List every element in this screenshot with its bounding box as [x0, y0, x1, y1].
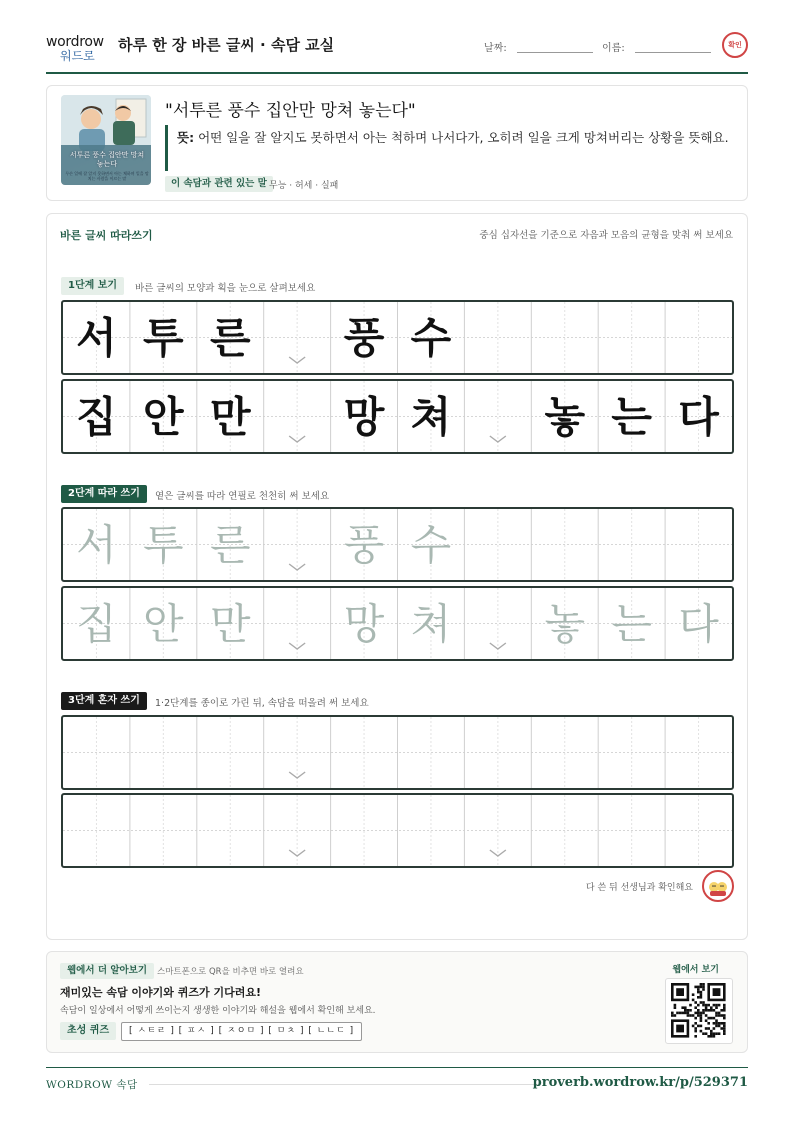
practice-character: 투: [143, 313, 184, 363]
step3-line1-box[interactable]: [61, 715, 734, 790]
qr-module: [713, 1009, 716, 1012]
practice-character: 른: [209, 520, 251, 570]
web-hint: 스마트폰으로 QR을 비추면 바로 열려요: [157, 967, 304, 977]
qr-module: [697, 1012, 700, 1015]
qr-module: [707, 1017, 710, 1020]
illustration-caption: 서투른 풍수 집안만 망쳐 놓는다: [69, 151, 145, 168]
qr-module: [713, 1035, 716, 1038]
qr-module: [718, 1025, 721, 1028]
qr-module: [694, 1030, 697, 1033]
qr-module: [700, 1019, 703, 1022]
qr-module: [702, 1009, 705, 1012]
qr-module: [718, 1012, 721, 1015]
proverb-illustration: [61, 95, 151, 185]
practice-character: 다: [678, 392, 719, 442]
qr-module: [689, 1014, 692, 1017]
web-label: 웹에서 더 알아보기: [60, 963, 154, 979]
good-job-stamp: [702, 870, 734, 902]
web-description: 속담이 일상에서 어떻게 쓰이는지 생생한 이야기와 해설을 웹에서 확인해 보세요.: [60, 1006, 376, 1016]
web-section: [46, 951, 748, 1053]
qr-module: [715, 1022, 718, 1025]
footer-url[interactable]: proverb.wordrow.kr/p/529371: [532, 1075, 748, 1090]
qr-module: [700, 1012, 703, 1015]
writing-grid: [63, 381, 732, 452]
qr-module: [694, 1027, 697, 1030]
qr-module: [700, 993, 703, 996]
practice-title: 바른 글씨 따라쓰기: [60, 229, 153, 242]
web-headline: 재미있는 속담 이야기와 퀴즈가 기다려요!: [60, 986, 261, 999]
qr-module: [697, 1009, 700, 1012]
qr-module: [723, 1022, 726, 1025]
qr-module: [705, 1006, 708, 1009]
qr-module: [718, 1022, 721, 1025]
practice-character: 서: [76, 520, 117, 570]
writing-grid: [63, 588, 732, 659]
qr-module: [689, 1004, 692, 1007]
step3-desc: 1·2단계를 종이로 가린 뒤, 속담을 떠올려 써 보세요: [155, 698, 369, 709]
illustration-subcaption: 무슨 일에 잘 알지 못하면서 아는 체하며 일을 망치는 사람을 이르는 말: [65, 171, 149, 181]
practice-character: 수: [410, 313, 452, 363]
qr-module: [723, 1027, 726, 1030]
qr-module: [705, 1027, 708, 1030]
qr-module: [687, 1012, 690, 1015]
qr-module: [700, 1001, 703, 1004]
qr-module: [692, 1025, 695, 1028]
qr-code-icon: [666, 979, 732, 1043]
qr-module: [700, 1030, 703, 1033]
qr-module: [694, 986, 697, 989]
qr-module: [702, 988, 705, 991]
qr-module: [702, 1004, 705, 1007]
qr-module: [700, 996, 703, 999]
practice-section: [46, 213, 748, 940]
qr-module: [705, 1004, 708, 1007]
qr-module: [694, 1006, 697, 1009]
practice-character: 망: [343, 392, 385, 442]
qr-module: [707, 1004, 710, 1007]
quiz-label: 초성 퀴즈: [60, 1022, 116, 1040]
practice-character: 안: [143, 392, 184, 442]
practice-character: 집: [76, 392, 117, 442]
practice-character: 놓: [544, 599, 586, 649]
qr-module: [707, 1027, 710, 1030]
qr-module: [723, 1014, 726, 1017]
practice-character: 른: [209, 313, 251, 363]
qr-module: [723, 1006, 726, 1009]
practice-character: 망: [343, 599, 385, 649]
step2-desc: 옅은 글씨를 따라 연필로 천천히 써 보세요: [155, 491, 330, 502]
qr-module: [710, 1017, 713, 1020]
practice-character: 만: [209, 392, 251, 442]
qr-module: [723, 1004, 726, 1007]
logo-subtext: 워드로: [60, 49, 95, 63]
qr-module: [705, 1014, 708, 1017]
qr-module: [694, 1001, 697, 1004]
qr-module: [723, 1017, 726, 1020]
qr-module: [713, 1027, 716, 1030]
qr-module: [710, 1006, 713, 1009]
name-line: [635, 43, 711, 53]
qr-module: [674, 1014, 677, 1017]
qr-module: [705, 1019, 708, 1022]
qr-module: [697, 1025, 700, 1028]
qr-module: [681, 1006, 684, 1009]
writing-grid: [63, 509, 732, 580]
qr-module: [694, 1012, 697, 1015]
name-label: 이름:: [602, 43, 625, 54]
qr-module: [723, 1030, 726, 1033]
qr-code[interactable]: [665, 978, 733, 1044]
qr-module: [681, 1012, 684, 1015]
qr-module: [692, 1014, 695, 1017]
qr-module: [707, 1022, 710, 1025]
practice-character: 만: [209, 599, 251, 649]
writing-grid: [63, 795, 732, 866]
qr-module: [694, 1017, 697, 1020]
qr-module: [674, 1006, 677, 1009]
step1-label: 1단계 보기: [61, 277, 124, 295]
qr-module: [692, 999, 695, 1002]
qr-module: [700, 983, 703, 986]
qr-module: [705, 1032, 708, 1035]
qr-module: [715, 1006, 718, 1009]
qr-module: [707, 1035, 710, 1038]
qr-module: [713, 1022, 716, 1025]
practice-character: 쳐: [410, 392, 452, 442]
qr-module: [713, 1004, 716, 1007]
qr-module: [715, 1019, 718, 1022]
qr-module: [718, 1004, 721, 1007]
qr-module: [710, 1032, 713, 1035]
logo-text: wordrow: [46, 34, 104, 50]
qr-title: 웹에서 보기: [672, 965, 719, 975]
qr-module: [715, 1004, 718, 1007]
qr-module: [718, 1032, 721, 1035]
related-words: 무능 · 허세 · 실패: [269, 181, 339, 191]
qr-module: [700, 991, 703, 994]
practice-character: 수: [410, 520, 452, 570]
practice-description: 중심 십자선을 기준으로 자음과 모음의 균형을 맞춰 써 보세요: [479, 230, 733, 241]
qr-module: [684, 1006, 687, 1009]
qr-module: [676, 1025, 684, 1033]
practice-character: 투: [143, 520, 184, 570]
qr-module: [723, 1032, 726, 1035]
qr-module: [697, 986, 700, 989]
qr-module: [705, 1009, 708, 1012]
check-stamp: 확인: [722, 32, 748, 58]
qr-module: [684, 1012, 687, 1015]
practice-character: 쳐: [410, 599, 452, 649]
qr-module: [697, 991, 700, 994]
step2-line2-box[interactable]: [61, 586, 734, 661]
step1-line1-box: [61, 300, 734, 375]
qr-module: [697, 1004, 700, 1007]
qr-module: [715, 1012, 718, 1015]
step2-label: 2단계 따라 쓰기: [61, 485, 147, 503]
date-line: [517, 43, 593, 53]
practice-character: 풍: [343, 313, 385, 363]
wordrow-logo: [46, 34, 108, 64]
date-field[interactable]: [484, 39, 593, 54]
practice-character: 집: [76, 599, 117, 649]
qr-module: [702, 1012, 705, 1015]
practice-character: 는: [611, 392, 652, 442]
step3-line2-box[interactable]: [61, 793, 734, 868]
proverb-meaning: [177, 128, 737, 148]
qr-module: [687, 1009, 690, 1012]
qr-module: [700, 1025, 703, 1028]
practice-character: 서: [76, 313, 117, 363]
qr-module: [715, 1014, 718, 1017]
qr-module: [674, 1004, 677, 1007]
bottom-note: 다 쓴 뒤 선생님과 확인해요: [585, 883, 693, 893]
practice-character: 놓: [544, 392, 586, 442]
qr-module: [697, 1014, 700, 1017]
page-footer: [46, 1067, 748, 1097]
qr-module: [671, 1012, 674, 1015]
qr-module: [710, 1035, 713, 1038]
qr-module: [713, 988, 721, 996]
step1-desc: 바른 글씨의 모양과 획을 눈으로 살펴보세요: [135, 283, 316, 294]
footer-divider: [149, 1084, 539, 1085]
qr-module: [702, 1001, 705, 1004]
related-label: 이 속담과 관련 있는 말: [165, 176, 273, 192]
name-field[interactable]: [602, 39, 711, 54]
qr-module: [710, 1009, 713, 1012]
qr-module: [720, 1027, 723, 1030]
qr-module: [684, 1009, 687, 1012]
step2-line1-box[interactable]: [61, 507, 734, 582]
qr-module: [697, 996, 700, 999]
qr-module: [702, 983, 705, 986]
qr-module: [720, 1014, 723, 1017]
proverb-card: [46, 85, 748, 201]
practice-character: 다: [678, 599, 719, 649]
qr-module: [671, 1014, 674, 1017]
step1-line2-box: [61, 379, 734, 454]
qr-module: [702, 986, 705, 989]
quiz-box: [ ㅅㅌㄹ ] [ ㅍㅅ ] [ ㅈㅇㅁ ] [ ㅁㅊ ] [ ㄴㄴㄷ ]: [121, 1022, 362, 1041]
qr-module: [687, 1014, 690, 1017]
page-title: 하루 한 장 바른 글씨 · 속담 교실: [118, 36, 335, 54]
qr-module: [694, 1035, 697, 1038]
qr-module: [713, 1032, 716, 1035]
proverb-text: "서투른 풍수 집안만 망쳐 놓는다": [165, 101, 416, 121]
qr-module: [679, 1012, 682, 1015]
qr-module: [702, 1032, 705, 1035]
practice-character: 풍: [343, 520, 385, 570]
qr-module: [692, 993, 695, 996]
meaning-label: 뜻:: [177, 130, 195, 145]
page-header: [46, 30, 748, 74]
qr-module: [715, 1032, 718, 1035]
date-label: 날짜:: [484, 43, 507, 54]
footer-brand: WORDROW 속담: [46, 1079, 138, 1091]
writing-grid: [63, 717, 732, 788]
qr-module: [676, 1012, 679, 1015]
stamp-faces-icon: [704, 872, 732, 900]
meaning-accent-bar: [165, 125, 168, 171]
qr-module: [707, 1009, 710, 1012]
step3-label: 3단계 혼자 쓰기: [61, 692, 147, 710]
qr-module: [700, 986, 703, 989]
qr-module: [676, 988, 684, 996]
qr-module: [710, 1030, 713, 1033]
qr-module: [700, 1014, 703, 1017]
meaning-text: 어떤 일을 잘 알지도 못하면서 아는 척하며 나서다가, 오히려 일을 크게 망쳐버리는 상황을 뜻해요.: [198, 130, 729, 145]
qr-module: [720, 1022, 723, 1025]
practice-character: 는: [611, 599, 652, 649]
qr-module: [723, 1009, 726, 1012]
qr-module: [694, 1022, 697, 1025]
qr-module: [697, 988, 700, 991]
qr-module: [723, 1025, 726, 1028]
writing-grid: [63, 302, 732, 373]
qr-module: [713, 1017, 716, 1020]
practice-character: 안: [143, 599, 184, 649]
qr-module: [715, 1025, 718, 1028]
qr-module: [700, 1017, 703, 1020]
qr-module: [718, 1014, 721, 1017]
qr-module: [720, 1009, 723, 1012]
qr-module: [689, 1009, 692, 1012]
